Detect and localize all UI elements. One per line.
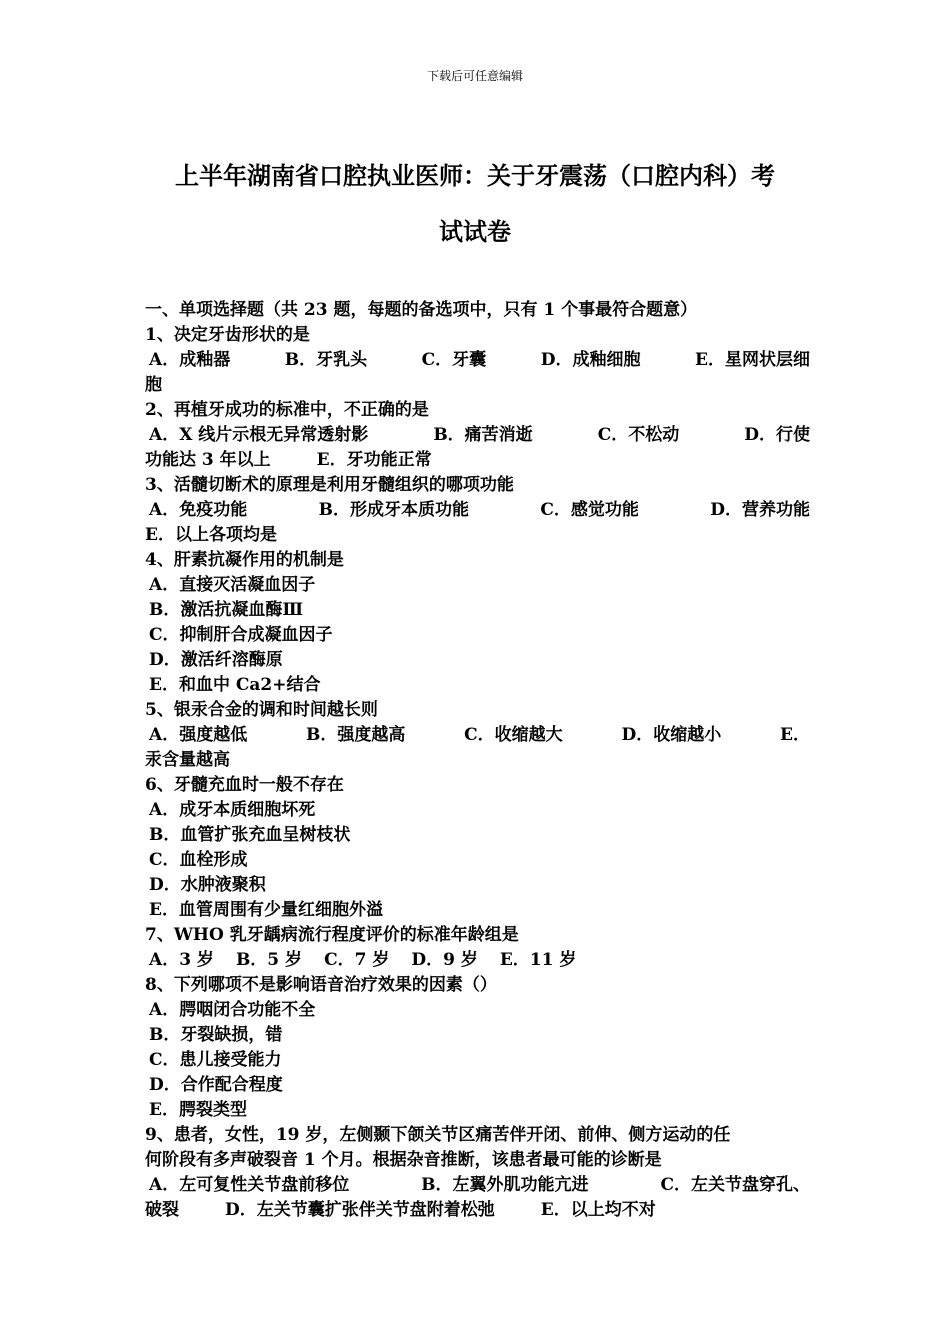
option: D．合作配合程度 — [149, 1075, 283, 1095]
question-stem: 2、再植牙成功的标准中，不正确的是 — [145, 400, 429, 420]
options-row — [145, 1173, 810, 1198]
title-line-1: 上半年湖南省口腔执业医师：关于牙震荡（口腔内科）考 — [175, 161, 775, 190]
option: A．腭咽闭合功能不全 — [149, 1000, 316, 1020]
question-stem: 5、银汞合金的调和时间越长则 — [145, 700, 378, 720]
option: A．直接灭活凝血因子 — [149, 575, 316, 595]
option: B．血管扩张充血呈树枝状 — [149, 825, 351, 845]
option: D．收缩越小 — [621, 725, 722, 745]
option: E．血管周围有少量红细胞外溢 — [149, 900, 383, 920]
question-stem: 7、WHO 乳牙龋病流行程度评价的标准年龄组是 — [145, 925, 519, 945]
option: A．成釉器 — [149, 350, 231, 370]
option: C．左关节盘穿孔、 — [660, 1175, 810, 1195]
option: C．收缩越大 — [464, 725, 563, 745]
option: A．X 线片示根无异常透射影 — [149, 425, 369, 445]
question-stem-continuation: 何阶段有多声破裂音 1 个月。根据杂音推断，该患者最可能的诊断是 — [145, 1150, 662, 1170]
option: E． — [779, 725, 810, 745]
question-stem: 8、下列哪项不是影响语音治疗效果的因素（） — [145, 975, 497, 995]
option-continuation: 功能达 3 年以上 — [145, 450, 271, 470]
option: B．强度越高 — [305, 725, 406, 745]
option-continuation: 破裂 — [145, 1200, 179, 1220]
section-heading: 一、单项选择题（共 23 题，每题的备选项中，只有 1 个事最符合题意） — [145, 300, 698, 320]
question-stem: 4、肝素抗凝作用的机制是 — [145, 550, 344, 570]
option: B．牙裂缺损，错 — [149, 1025, 283, 1045]
question-stem: 6、牙髓充血时一般不存在 — [145, 775, 344, 795]
option: C．牙囊 — [421, 350, 487, 370]
options-row — [145, 1198, 810, 1223]
option: B．左翼外肌功能亢进 — [421, 1175, 589, 1195]
option: B．形成牙本质功能 — [318, 500, 469, 520]
option: A．3 岁 — [149, 950, 214, 970]
option: D．营养功能 — [710, 500, 810, 520]
option: E．腭裂类型 — [149, 1100, 247, 1120]
option: D．行使 — [744, 425, 810, 445]
option: E．以上均不对 — [540, 1200, 656, 1220]
option: D．激活纤溶酶原 — [149, 650, 283, 670]
options-row — [145, 448, 810, 473]
options-row — [145, 498, 810, 523]
option: B．5 岁 — [235, 950, 303, 970]
option: D．成釉细胞 — [540, 350, 641, 370]
option: D．9 岁 — [411, 950, 478, 970]
option: C．感觉功能 — [540, 500, 639, 520]
option: E．牙功能正常 — [316, 450, 432, 470]
option: B．激活抗凝血酶Ⅲ — [149, 600, 304, 620]
option: B．牙乳头 — [284, 350, 368, 370]
header-note: 下载后可任意编辑 — [426, 69, 523, 83]
options-row — [145, 348, 810, 373]
options-row — [145, 948, 810, 973]
option: C．血栓形成 — [149, 850, 248, 870]
options-row — [145, 723, 810, 748]
option: D．水肿液聚积 — [149, 875, 266, 895]
option: A．强度越低 — [149, 725, 248, 745]
option: C．抑制肝合成凝血因子 — [149, 625, 333, 645]
option: E．以上各项均是 — [145, 525, 277, 545]
options-row — [145, 423, 810, 448]
title-line-2: 试试卷 — [439, 217, 511, 246]
option: B．痛苦消逝 — [433, 425, 533, 445]
option: C．患儿接受能力 — [149, 1050, 282, 1070]
option: E．星网状层细 — [694, 350, 810, 370]
document-body — [145, 298, 810, 1223]
option: A．免疫功能 — [149, 500, 248, 520]
document-title — [150, 148, 800, 260]
option: E．和血中 Ca2+结合 — [149, 675, 321, 695]
option: C．7 岁 — [324, 950, 390, 970]
option: C．不松动 — [597, 425, 680, 445]
option-continuation: 胞 — [145, 375, 162, 395]
question-stem: 3、活髓切断术的原理是利用牙髓组织的哪项功能 — [145, 475, 514, 495]
option: A．成牙本质细胞坏死 — [149, 800, 316, 820]
question-stem: 1、决定牙齿形状的是 — [145, 325, 310, 345]
option: A．左可复性关节盘前移位 — [149, 1175, 350, 1195]
option: D．左关节囊扩张伴关节盘附着松弛 — [225, 1200, 495, 1220]
option: E．11 岁 — [499, 950, 577, 970]
option-continuation: 汞含量越高 — [145, 750, 230, 770]
question-stem: 9、患者，女性，19 岁，左侧颞下颌关节区痛苦伴开闭、前伸、侧方运动的任 — [145, 1125, 731, 1145]
